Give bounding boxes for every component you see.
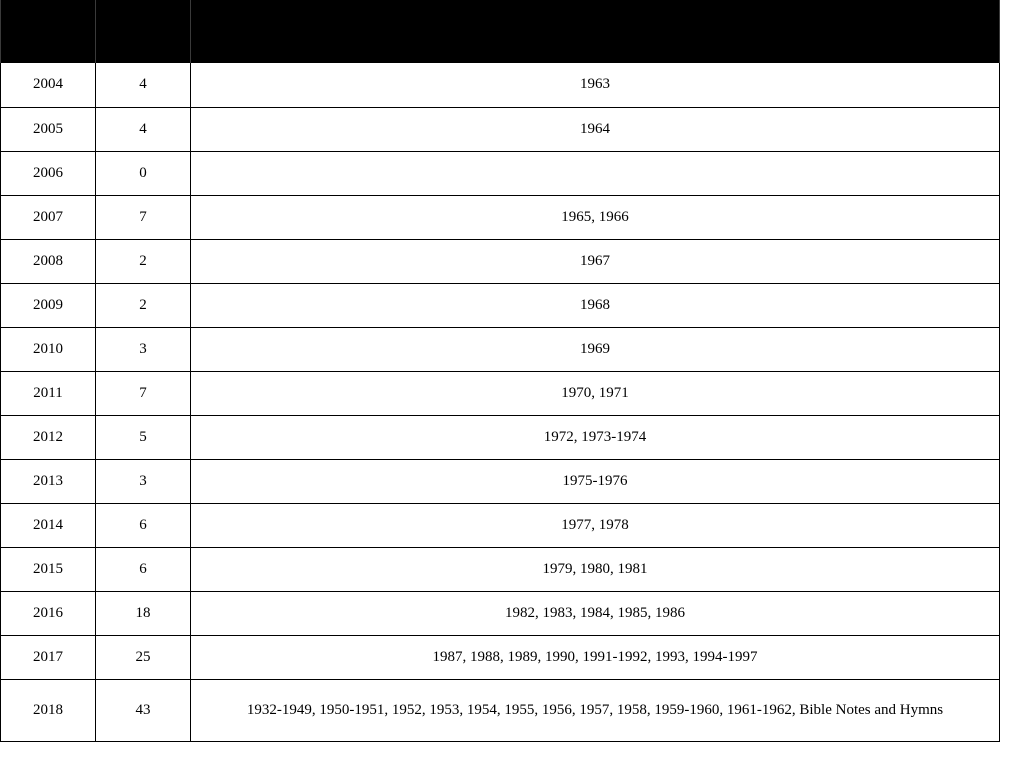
table-row bbox=[1, 547, 1000, 591]
count-cell: 4 bbox=[96, 63, 191, 107]
count-cell: 4 bbox=[96, 107, 191, 151]
table-row bbox=[1, 503, 1000, 547]
year-cell: 2018 bbox=[1, 679, 96, 741]
table-row bbox=[1, 283, 1000, 327]
header-cell-count bbox=[96, 0, 191, 63]
year-cell: 2008 bbox=[1, 239, 96, 283]
header-cell-volumes bbox=[191, 0, 1000, 63]
count-cell: 5 bbox=[96, 415, 191, 459]
header-cell-year bbox=[1, 0, 96, 63]
table-body bbox=[1, 63, 1000, 741]
year-cell: 2014 bbox=[1, 503, 96, 547]
volumes-cell: 1970, 1971 bbox=[191, 371, 1000, 415]
volumes-cell: 1967 bbox=[191, 239, 1000, 283]
volumes-cell: 1969 bbox=[191, 327, 1000, 371]
count-cell: 18 bbox=[96, 591, 191, 635]
year-cell: 2013 bbox=[1, 459, 96, 503]
table-row bbox=[1, 459, 1000, 503]
count-cell: 6 bbox=[96, 503, 191, 547]
count-cell: 43 bbox=[96, 679, 191, 741]
table-row bbox=[1, 371, 1000, 415]
volumes-cell: 1979, 1980, 1981 bbox=[191, 547, 1000, 591]
year-cell: 2011 bbox=[1, 371, 96, 415]
year-cell: 2010 bbox=[1, 327, 96, 371]
year-cell: 2006 bbox=[1, 151, 96, 195]
table-row bbox=[1, 195, 1000, 239]
year-cell: 2004 bbox=[1, 63, 96, 107]
header-row bbox=[1, 0, 1000, 63]
count-cell: 3 bbox=[96, 459, 191, 503]
volumes-cell: 1964 bbox=[191, 107, 1000, 151]
table-row bbox=[1, 327, 1000, 371]
volumes-cell: 1977, 1978 bbox=[191, 503, 1000, 547]
year-cell: 2016 bbox=[1, 591, 96, 635]
count-cell: 3 bbox=[96, 327, 191, 371]
year-cell: 2009 bbox=[1, 283, 96, 327]
table-row bbox=[1, 239, 1000, 283]
count-cell: 6 bbox=[96, 547, 191, 591]
volumes-cell: 1975-1976 bbox=[191, 459, 1000, 503]
table-row bbox=[1, 679, 1000, 741]
count-cell: 2 bbox=[96, 283, 191, 327]
volumes-cell: 1982, 1983, 1984, 1985, 1986 bbox=[191, 591, 1000, 635]
year-cell: 2007 bbox=[1, 195, 96, 239]
volumes-cell: 1932-1949, 1950-1951, 1952, 1953, 1954, 1955, 1956, 1957, 1958, 1959-1960, 1961-1962, Bible Notes and Hymns bbox=[191, 679, 1000, 741]
year-cell: 2017 bbox=[1, 635, 96, 679]
table-row bbox=[1, 107, 1000, 151]
table-header bbox=[1, 0, 1000, 63]
count-cell: 25 bbox=[96, 635, 191, 679]
volumes-cell: 1965, 1966 bbox=[191, 195, 1000, 239]
count-cell: 7 bbox=[96, 371, 191, 415]
table-row bbox=[1, 635, 1000, 679]
volumes-cell: 1987, 1988, 1989, 1990, 1991-1992, 1993, 1994-1997 bbox=[191, 635, 1000, 679]
year-cell: 2012 bbox=[1, 415, 96, 459]
count-cell: 0 bbox=[96, 151, 191, 195]
volumes-cell: 1968 bbox=[191, 283, 1000, 327]
table-row bbox=[1, 591, 1000, 635]
count-cell: 2 bbox=[96, 239, 191, 283]
table-row bbox=[1, 415, 1000, 459]
volumes-cell: 1972, 1973-1974 bbox=[191, 415, 1000, 459]
volumes-cell: 1963 bbox=[191, 63, 1000, 107]
volumes-cell bbox=[191, 151, 1000, 195]
year-cell: 2015 bbox=[1, 547, 96, 591]
count-cell: 7 bbox=[96, 195, 191, 239]
year-cell: 2005 bbox=[1, 107, 96, 151]
table-row bbox=[1, 63, 1000, 107]
table-row bbox=[1, 151, 1000, 195]
